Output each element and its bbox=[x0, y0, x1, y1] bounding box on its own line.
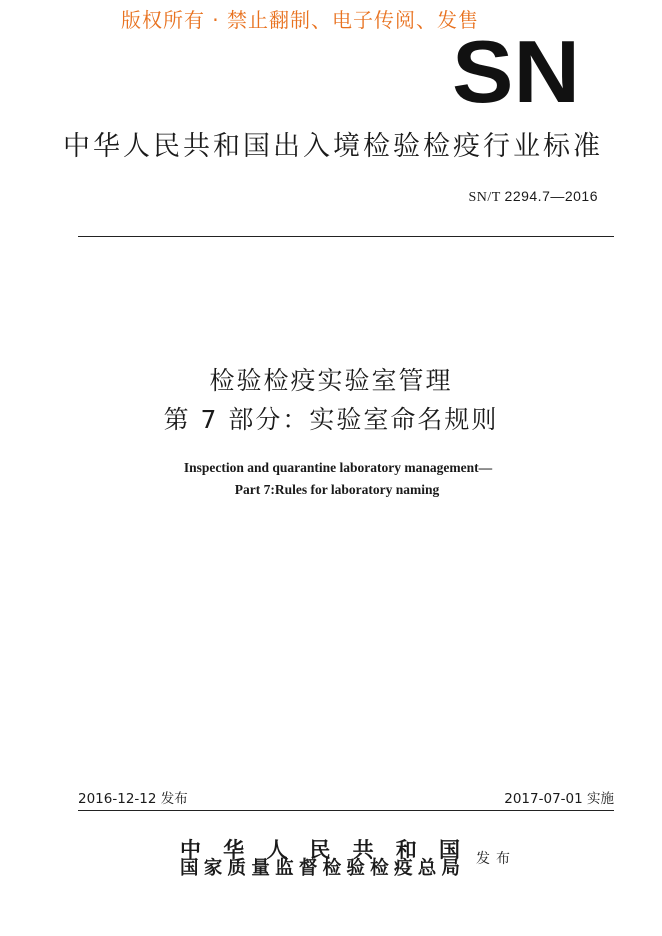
standard-number-value: 2294.7—2016 bbox=[504, 188, 598, 204]
document-title-cn-line1: 检验检疫实验室管理 bbox=[209, 366, 453, 395]
standard-number bbox=[468, 188, 598, 206]
document-title-cn-line2: 第 7 部分：实验室命名规则 bbox=[163, 405, 499, 434]
standard-number-prefix: SN/T bbox=[468, 190, 505, 205]
implementation-date: 2017-07-01 实施 bbox=[504, 791, 614, 807]
copyright-watermark: 版权所有 · 禁止翻制、电子传阅、发售 bbox=[120, 8, 480, 32]
header-divider bbox=[78, 236, 614, 237]
issuer-line1: 中华人民共和国 bbox=[180, 837, 460, 862]
document-title-en-line1: Inspection and quarantine laboratory management— bbox=[183, 460, 493, 475]
sn-logo-text: SN bbox=[452, 38, 580, 106]
document-title-en-line2: Part 7:Rules for laboratory naming bbox=[234, 482, 440, 497]
standard-category-title: 中华人民共和国出入境检验检疫行业标准 bbox=[63, 131, 603, 162]
issue-date: 2016-12-12 发布 bbox=[78, 791, 188, 807]
sn-logo bbox=[452, 38, 580, 106]
issuer-action: 发布 bbox=[476, 851, 516, 867]
issuer-line2: 国家质量监督检验检疫总局 bbox=[180, 858, 460, 879]
footer-divider bbox=[78, 810, 614, 811]
